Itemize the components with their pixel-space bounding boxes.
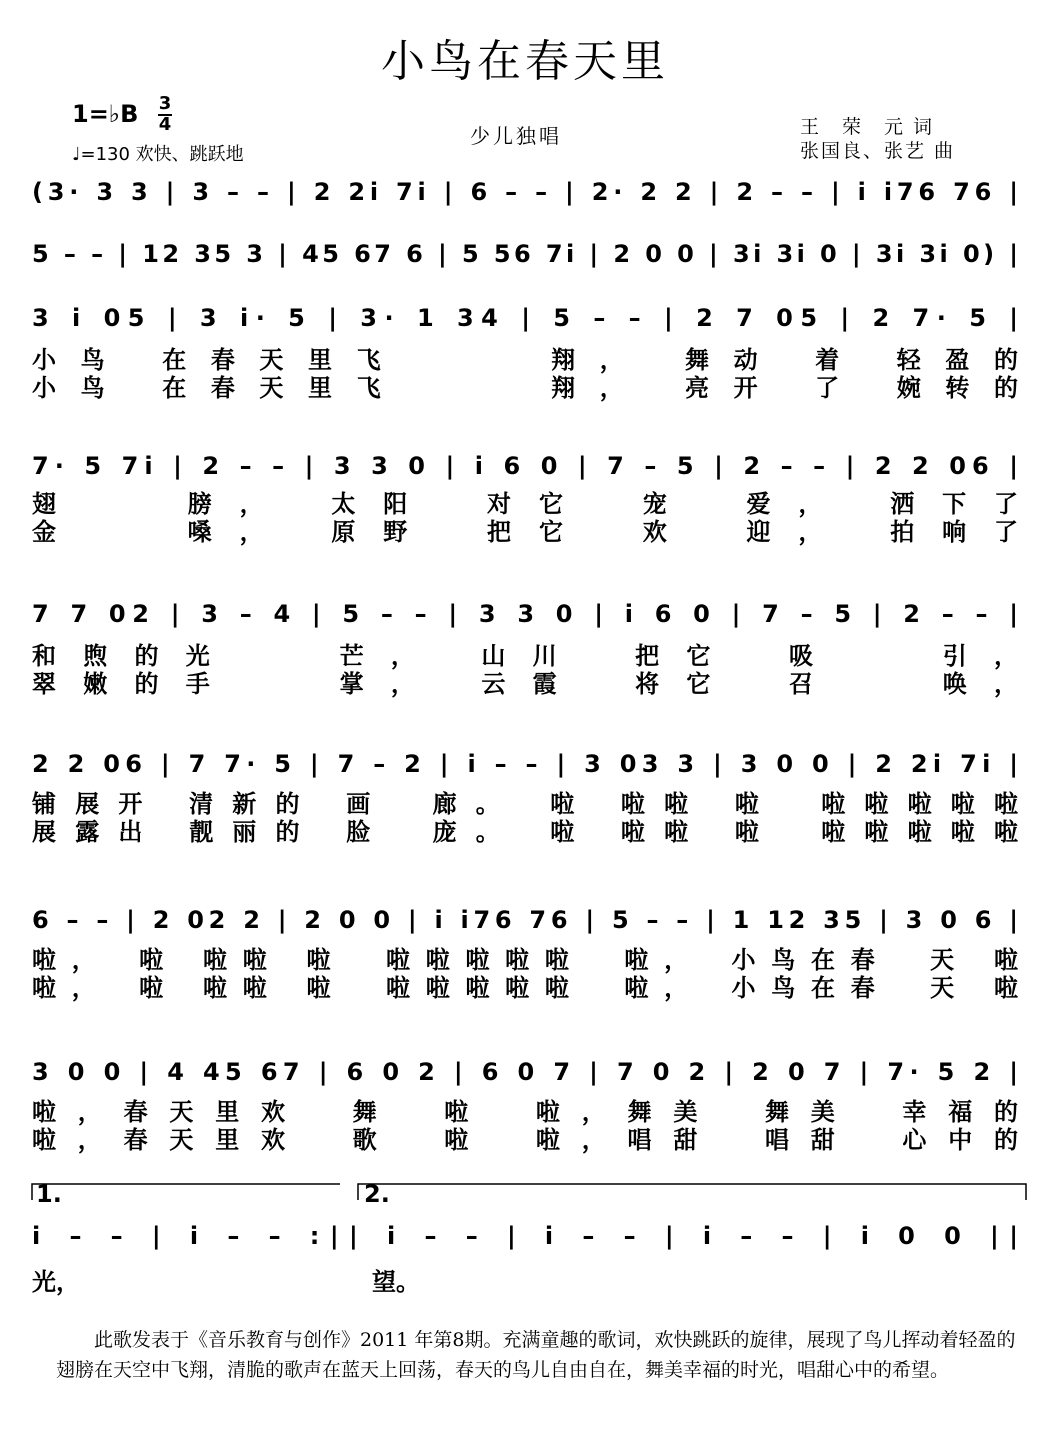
score-row-4 [32,452,1018,546]
score-row-6 [31,750,1018,846]
lyric-verse-2: 啦， 啦 啦啦 啦 啦啦啦啦啦 啦， 小鸟在春 天 啦 [32,974,1018,1002]
score-row-2 [32,240,1018,268]
score-row-notes: 6 – – | 2 02 2 | 2 0 0 | i i76 76 | 5 – – | 1 12 35 | 3 0 6 | [32,906,1018,934]
score-row-notes: 5 – – | 12 35 3 | 45 67 6 | 5 56 7i | 2 0 0 | 3i 3i 0 | 3i 3i 0) | [32,240,1019,268]
score-row-notes: 7· 5 7i | 2 – – | 3 3 0 | i 6 0 | 7 – 5 | 2 – – | 2 2 06 | [32,452,1018,480]
composer-credit: 张国良、张艺 曲 [800,140,956,162]
score-row-notes: 3 i 05 | 3 i· 5 | 3· 1 34 | 5 – – | 2 7 05 | 2 7· 5 | [32,304,1018,332]
lyric-verse-2: 小鸟 在春天里飞 翔， 亮开 了 婉转的 [32,374,1018,402]
score-row-1 [32,178,1018,206]
lyric-ending-2: 望。 [372,1268,420,1296]
lyric-verse-2: 啦，春天里欢 歌 啦 啦，唱甜 唱甜 心中的 [32,1126,1018,1154]
song-title: 小鸟在春天里 [381,36,669,87]
lyric-verse-1: 和煦的光 芒， 山川 把它 吸 引， [32,642,1018,670]
volta-1-label: 1. [36,1180,62,1208]
score-row-notes: 2 2 06 | 7 7· 5 | 7 – 2 | i – – | 3 03 3 | 3 0 0 | 2 2i 7i | [32,750,1019,778]
score-row-notes: 3 0 0 | 4 45 67 | 6 0 2 | 6 0 7 | 7 0 2 | 2 0 7 | 7· 5 2 | [32,1058,1019,1086]
score-row-notes: (3· 3 3 | 3 – – | 2 2i 7i | 6 – – | 2· 2 2 | 2 – – | i i76 76 | [32,178,1018,206]
time-signature: 3 4 [158,93,172,135]
tempo-marking: ♩=130 欢快、跳跃地 [72,144,244,165]
lyricist-credit: 王 荣 元 词 [800,116,935,138]
lyric-verse-1: 铺展开 清新的 画 廊。 啦 啦啦 啦 啦啦啦啦啦 [32,790,1018,818]
lyric-verse-1: 啦，春天里欢 舞 啦 啦，舞美 舞美 幸福的 [32,1098,1018,1126]
score-row-8 [32,1058,1018,1154]
score-row-3 [32,304,1018,402]
lyric-ending-1: 光， [32,1268,80,1296]
lyric-verse-2: 展露出 靓丽的 脸 庞。 啦 啦啦 啦 啦啦啦啦啦 [32,818,1018,846]
score-row-9 [32,1180,1026,1296]
score-row-notes: i – – | i – – :|| i – – | i – – | i – – | i 0 0 || [32,1222,1019,1250]
volta-1-bracket [32,1184,340,1200]
volta-2-bracket [358,1184,1026,1200]
lyric-verse-1: 啦， 啦 啦啦 啦 啦啦啦啦啦 啦， 小鸟在春 天 啦 [32,946,1018,974]
volta-2-label: 2. [364,1180,390,1208]
score-row-7 [32,906,1018,1002]
song-description: 此歌发表于《音乐教育与创作》2011 年第8期。充满童趣的歌词，欢快跳跃的旋律，展现了鸟儿挥动着轻盈的翅膀在天空中飞翔，清脆的歌声在蓝天上回荡，春天的鸟儿自由自在，舞美幸福的时光，唱甜心中的希望。 [56,1329,1016,1381]
lyric-verse-2: 金 嗓， 原野 把它 欢 迎， 拍响了 [32,518,1019,546]
score-row-notes: 7 7 02 | 3 – 4 | 5 – – | 3 3 0 | i 6 0 | 7 – 5 | 2 – – | [32,600,1019,628]
lyric-verse-1: 小鸟 在春天里飞 翔， 舞动 着 轻盈的 [32,346,1018,374]
lyric-verse-2: 翠嫩的手 掌， 云霞 将它 召 唤， [32,670,1018,698]
performance-type: 少儿独唱 [470,124,562,148]
score-row-5 [32,600,1018,698]
lyric-verse-1: 翅 膀， 太阳 对它 宠 爱， 洒下了 [32,490,1019,518]
key-signature: 1=♭B [72,100,139,128]
